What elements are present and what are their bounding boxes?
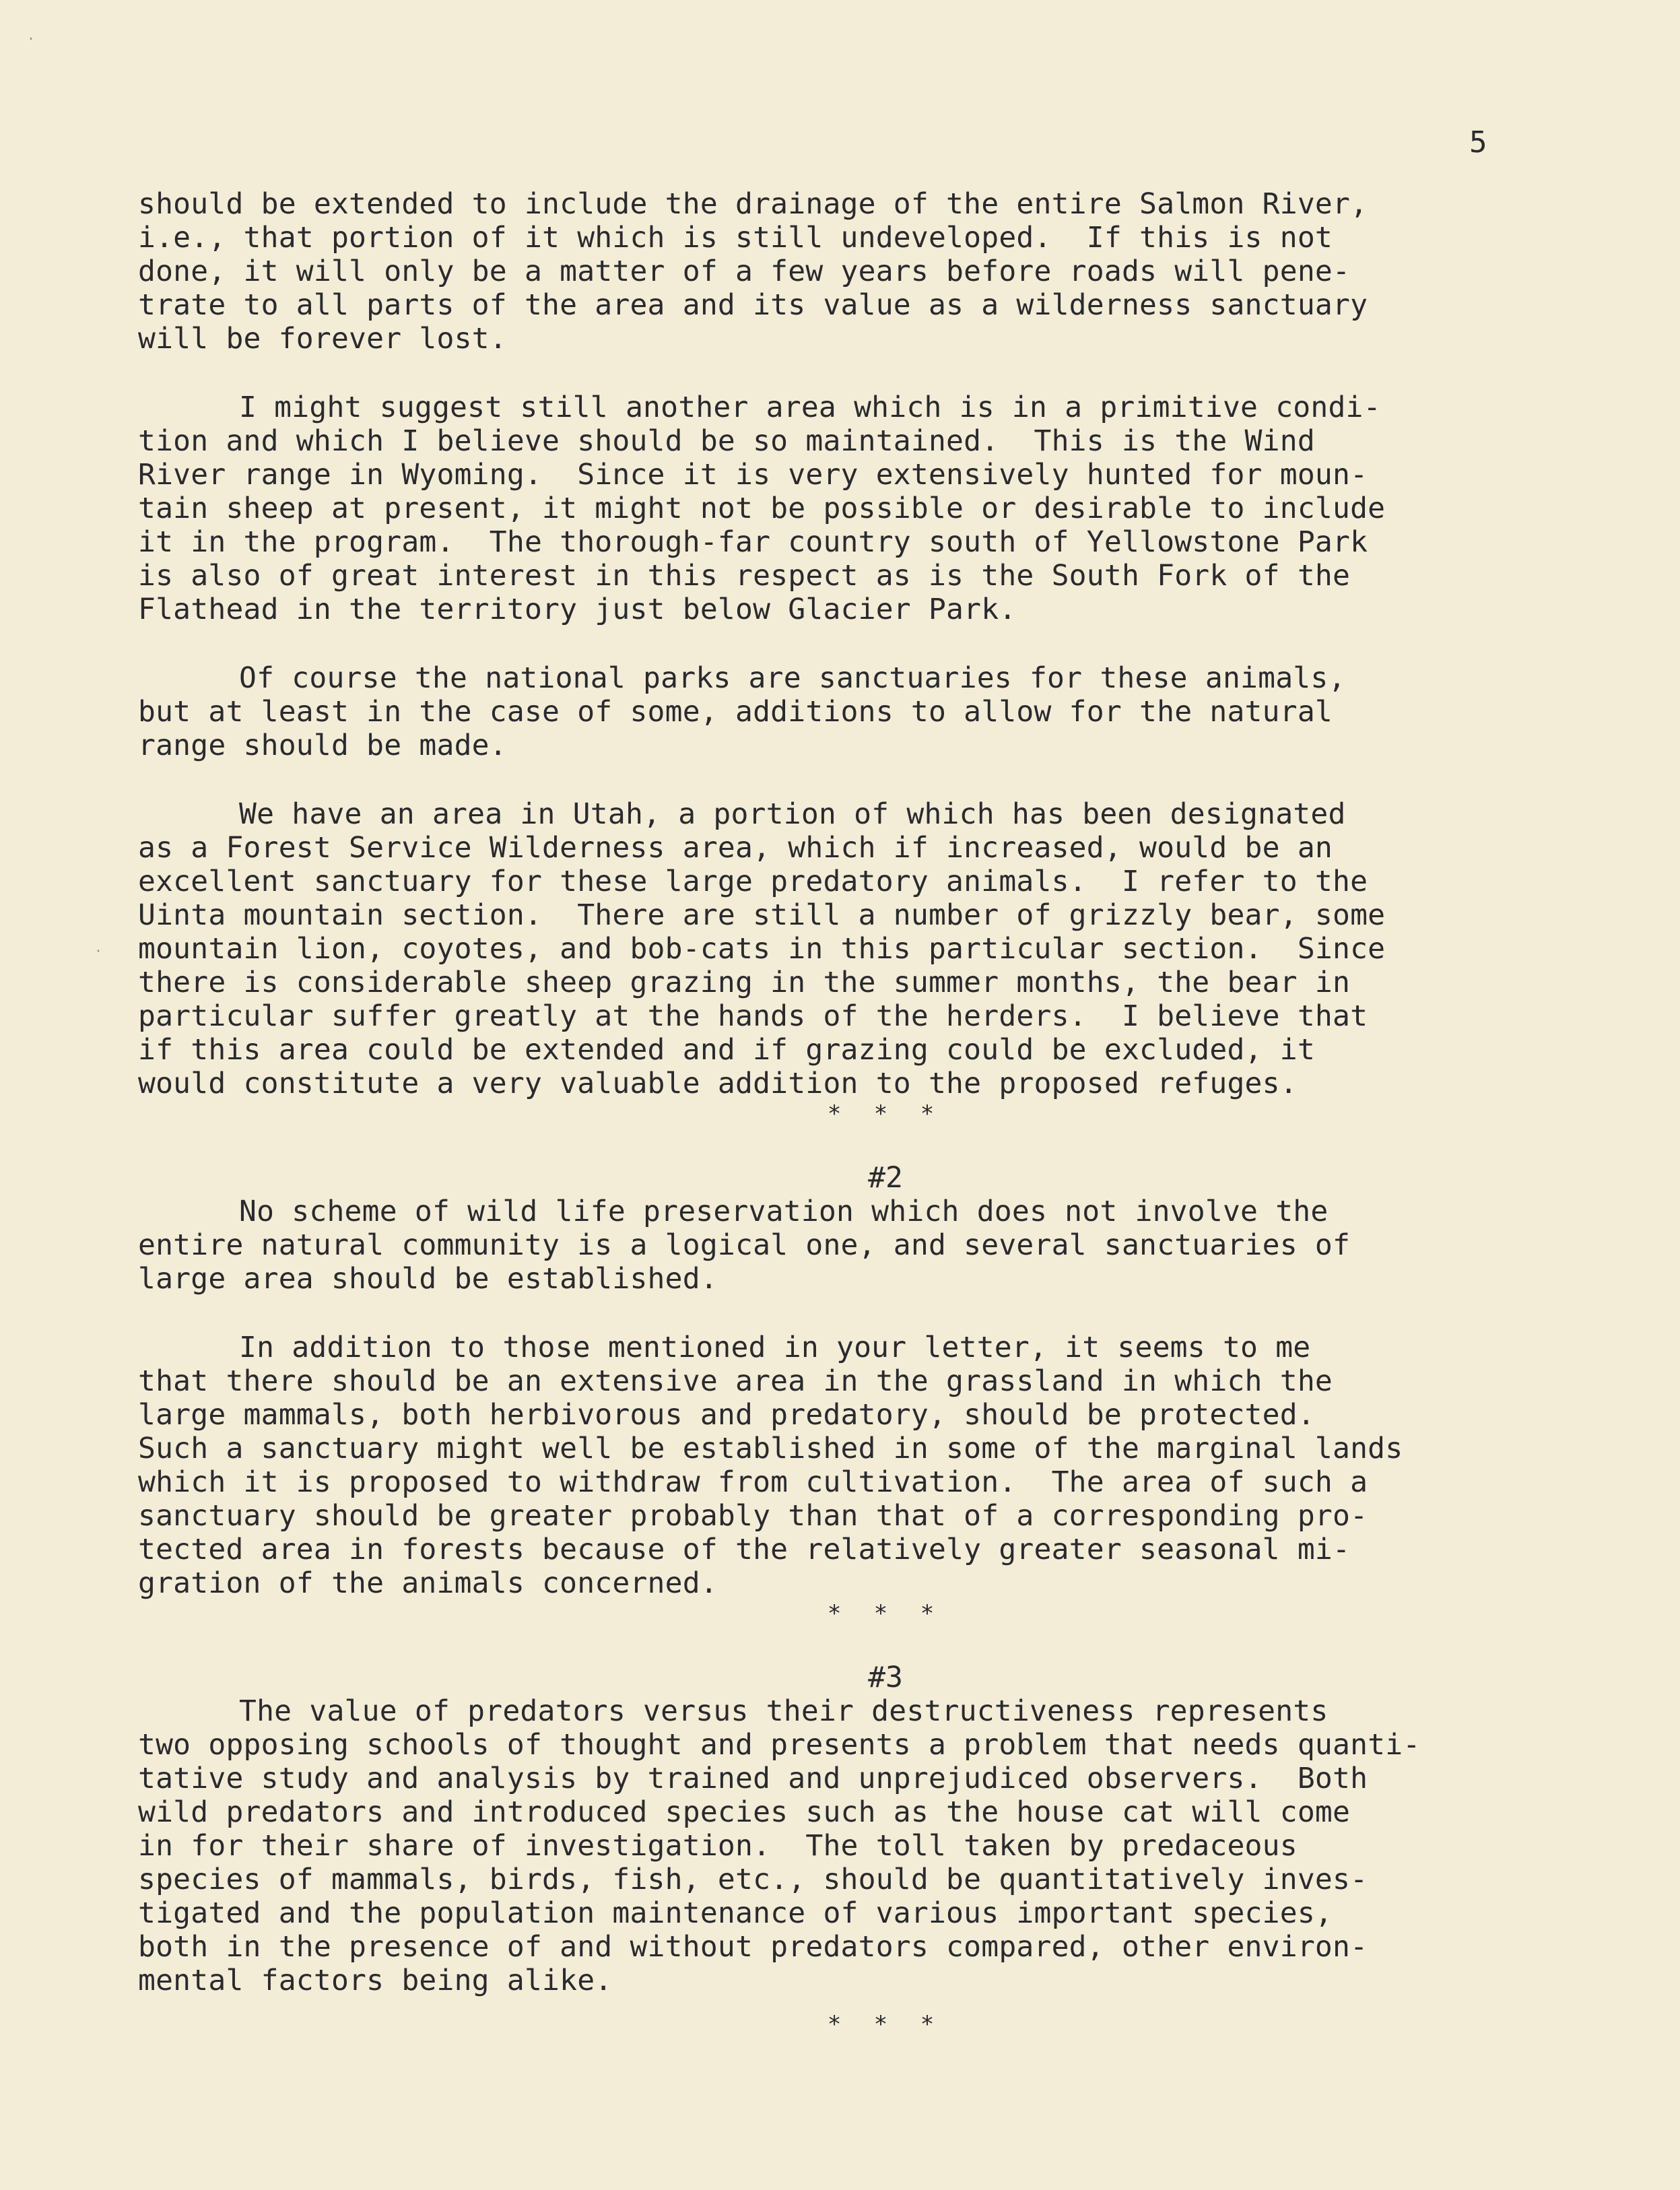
text-line: The value of predators versus their destructiveness represents bbox=[239, 1694, 1329, 1728]
text-line: mental factors being alike. bbox=[138, 1964, 613, 1997]
text-line: species of mammals, birds, fish, etc., should be quantitatively inves- bbox=[138, 1863, 1368, 1896]
text-line: i.e., that portion of it which is still undeveloped. If this is not bbox=[138, 221, 1333, 255]
section-heading-3: #3 bbox=[868, 1661, 903, 1694]
text-line: tain sheep at present, it might not be possible or desirable to include bbox=[138, 492, 1386, 525]
text-line: tected area in forests because of the relatively greater seasonal mi- bbox=[138, 1533, 1351, 1566]
text-line: should be extended to include the drainage of the entire Salmon River, bbox=[138, 187, 1368, 221]
text-line: that there should be an extensive area in the grassland in which the bbox=[138, 1364, 1333, 1398]
text-line: In addition to those mentioned in your letter, it seems to me bbox=[239, 1331, 1311, 1364]
text-line: in for their share of investigation. The toll taken by predaceous bbox=[138, 1829, 1298, 1863]
typed-text-body bbox=[138, 187, 1606, 2038]
paragraph-4 bbox=[138, 797, 1606, 1100]
text-line: large mammals, both herbivorous and predatory, should be protected. bbox=[138, 1398, 1315, 1432]
paragraph-2 bbox=[138, 391, 1606, 626]
text-line: there is considerable sheep grazing in the summer months, the bear in bbox=[138, 966, 1351, 999]
text-line: We have an area in Utah, a portion of which has been designated bbox=[239, 797, 1346, 831]
section-separator: * * * bbox=[827, 1600, 944, 1627]
text-line: sanctuary should be greater probably than that of a corresponding pro- bbox=[138, 1499, 1368, 1533]
text-line: large area should be established. bbox=[138, 1262, 718, 1296]
text-line: is also of great interest in this respect as is the South Fork of the bbox=[138, 559, 1351, 593]
text-line: Uinta mountain section. There are still a number of grizzly bear, some bbox=[138, 898, 1386, 932]
section-heading-2: #2 bbox=[868, 1161, 903, 1195]
text-line: both in the presence of and without predators compared, other environ- bbox=[138, 1930, 1368, 1964]
text-line: tative study and analysis by trained and unprejudiced observers. Both bbox=[138, 1762, 1368, 1795]
page-number: 5 bbox=[1469, 125, 1487, 160]
text-line: tion and which I believe should be so maintained. This is the Wind bbox=[138, 424, 1315, 458]
text-line: Flathead in the territory just below Glacier Park. bbox=[138, 593, 1017, 626]
margin-dot: · bbox=[94, 943, 103, 959]
text-line: Such a sanctuary might well be established in some of the marginal lands bbox=[138, 1432, 1403, 1465]
text-line: Of course the national parks are sanctuaries for these animals, bbox=[239, 661, 1346, 695]
paragraph-3 bbox=[138, 661, 1606, 762]
text-line: range should be made. bbox=[138, 729, 507, 762]
paragraph-1 bbox=[138, 187, 1606, 356]
text-line: if this area could be extended and if grazing could be excluded, it bbox=[138, 1033, 1315, 1067]
text-line: excellent sanctuary for these large predatory animals. I refer to the bbox=[138, 865, 1368, 898]
text-line: gration of the animals concerned. bbox=[138, 1566, 718, 1600]
text-line: wild predators and introduced species such as the house cat will come bbox=[138, 1795, 1351, 1829]
text-line: trate to all parts of the area and its value as a wilderness sanctuary bbox=[138, 288, 1368, 322]
text-line: particular suffer greatly at the hands of the herders. I believe that bbox=[138, 999, 1368, 1033]
paragraph-7 bbox=[138, 1694, 1606, 1997]
text-line: River range in Wyoming. Since it is very extensively hunted for moun- bbox=[138, 458, 1368, 492]
paragraph-6 bbox=[138, 1331, 1606, 1600]
text-line: entire natural community is a logical one, and several sanctuaries of bbox=[138, 1228, 1351, 1262]
text-line: tigated and the population maintenance of various important species, bbox=[138, 1896, 1333, 1930]
text-line: would constitute a very valuable addition to the proposed refuges. bbox=[138, 1067, 1298, 1100]
paper-speck: . bbox=[27, 27, 36, 43]
section-separator: * * * bbox=[827, 2011, 944, 2038]
text-line: will be forever lost. bbox=[138, 322, 507, 356]
text-line: No scheme of wild life preservation which does not involve the bbox=[239, 1195, 1329, 1228]
paragraph-5 bbox=[138, 1195, 1606, 1296]
text-line: mountain lion, coyotes, and bob-cats in this particular section. Since bbox=[138, 932, 1386, 966]
text-line: as a Forest Service Wilderness area, which if increased, would be an bbox=[138, 831, 1333, 865]
text-line: done, it will only be a matter of a few years before roads will pene- bbox=[138, 255, 1351, 288]
text-line: it in the program. The thorough-far country south of Yellowstone Park bbox=[138, 525, 1368, 559]
text-line: I might suggest still another area which is in a primitive condi- bbox=[239, 391, 1381, 424]
text-line: two opposing schools of thought and presents a problem that needs quanti- bbox=[138, 1728, 1421, 1762]
text-line: but at least in the case of some, additions to allow for the natural bbox=[138, 695, 1333, 729]
section-separator: * * * bbox=[827, 1100, 944, 1127]
text-line: which it is proposed to withdraw from cultivation. The area of such a bbox=[138, 1465, 1368, 1499]
